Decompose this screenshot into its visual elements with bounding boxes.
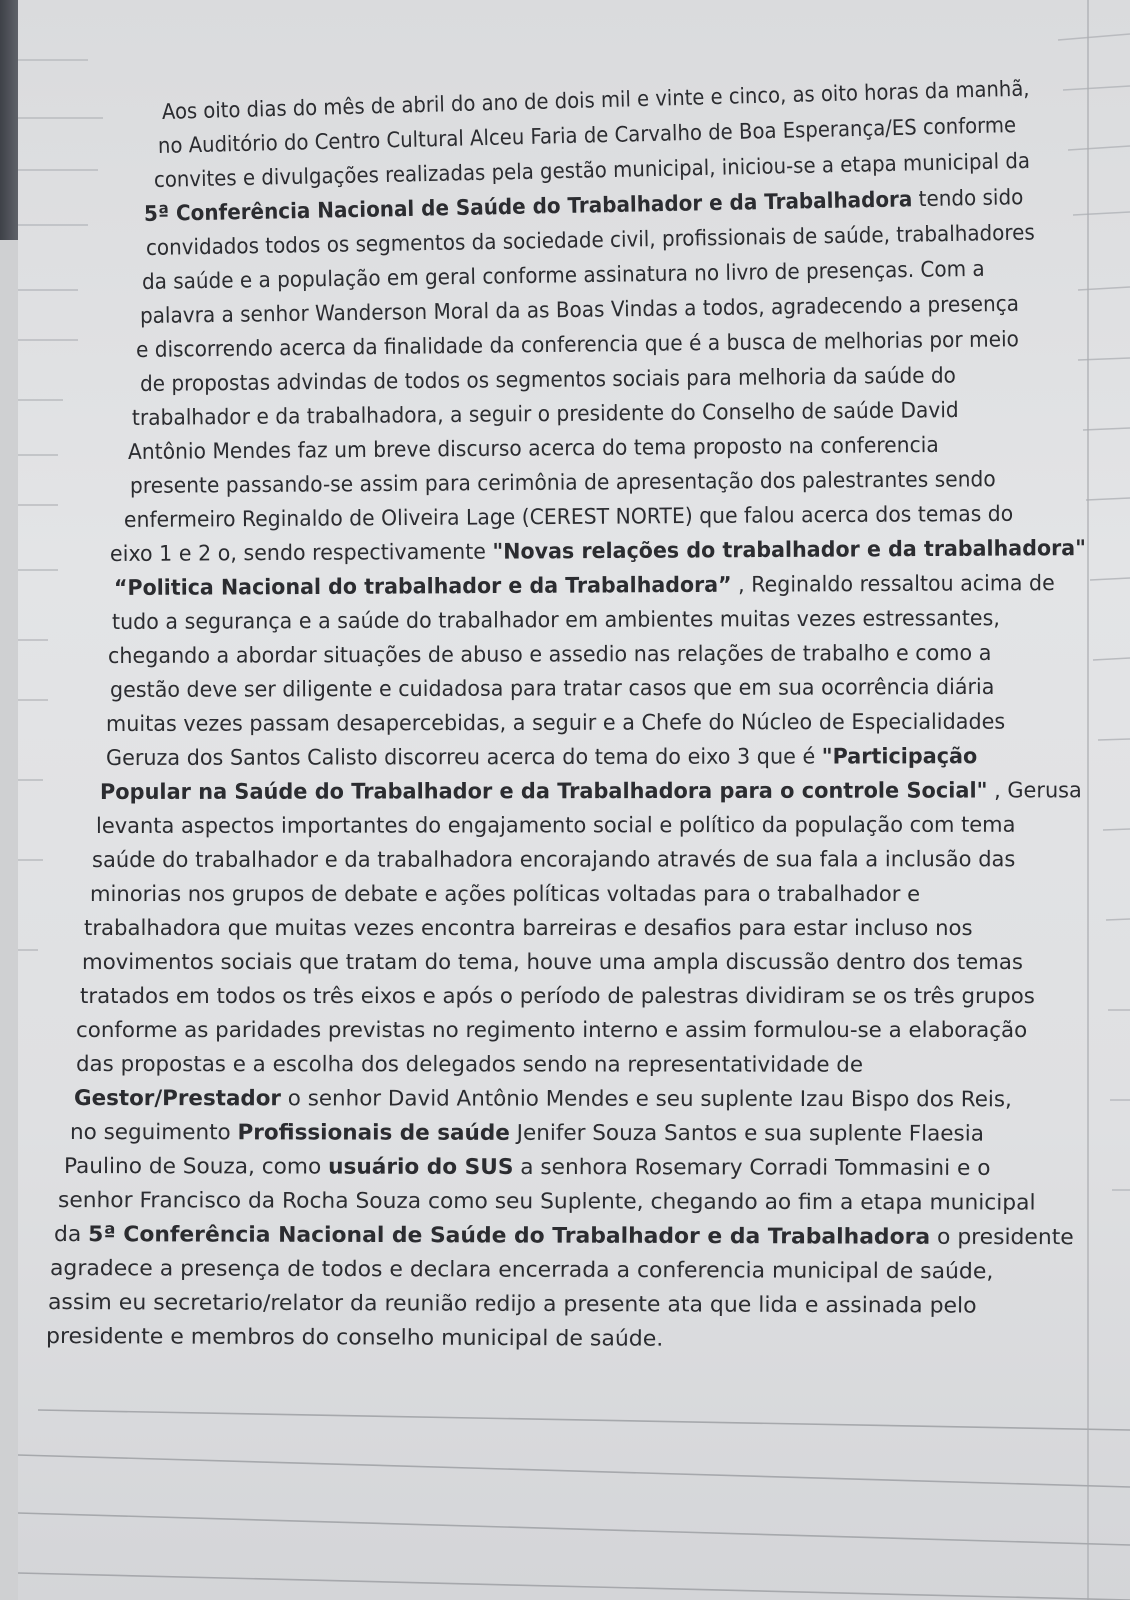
- text-segment: a senhora Rosemary Corradi Tommasini e o: [513, 1154, 991, 1181]
- text-line: [110, 671, 1086, 708]
- text-line: [76, 1048, 1086, 1083]
- text-line: [64, 1150, 1086, 1186]
- text-segment: de propostas advindas de todos os segmentos sociais para melhoria da saúde do: [139, 363, 956, 397]
- text-segment: palavra a senhor Wanderson Moral da as Boas Vindas a todos, agradecendo a presença: [139, 291, 1020, 329]
- bold-text: 5ª Conferência Nacional de Saúde do Trabalhador e da Trabalhadora: [143, 187, 913, 227]
- text-segment: levanta aspectos importantes do engajamento social e político da população com tema: [95, 812, 1016, 839]
- text-segment: tendo sido: [912, 185, 1024, 213]
- text-segment: no Auditório do Centro Cultural Alceu Faria de Carvalho de Boa Esperança/ES conforme: [157, 113, 1017, 159]
- text-segment: convites e divulgações realizadas pela gestão municipal, iniciou-se a etapa municipal da: [153, 148, 1031, 193]
- text-segment: Geruza dos Santos Calisto discorreu acerca do tema do eixo 3 que é: [105, 744, 822, 771]
- text-segment: trabalhador e da trabalhadora, a seguir o presidente do Conselho de saúde David: [131, 398, 959, 431]
- text-segment: e discorrendo acerca da finalidade da conferencia que é a busca de melhorias por meio: [135, 327, 1020, 363]
- text-segment: minorias nos grupos de debate e ações políticas voltadas para o trabalhador e: [90, 882, 921, 907]
- text-segment: saúde do trabalhador e da trabalhadora encorajando através de sua fala a inclusão das: [91, 847, 1016, 873]
- bold-text: "Novas relações do trabalhador e da trabalhadora": [492, 536, 1086, 565]
- text-line: [100, 774, 1086, 810]
- text-line: [92, 843, 1086, 878]
- text-line: [84, 912, 1086, 946]
- bold-text: 5ª Conferência Nacional de Saúde do Trabalhador e da Trabalhadora: [88, 1222, 931, 1250]
- text-line: [80, 980, 1086, 1014]
- bold-text: "Participação: [821, 744, 978, 770]
- text-line: [106, 705, 1086, 742]
- text-line: [48, 1286, 1086, 1324]
- text-segment: Antônio Mendes faz um breve discurso acerca do tema proposto na conferencia: [127, 432, 939, 465]
- text-segment: presidente e membros do conselho municipal de saúde.: [45, 1324, 664, 1352]
- text-segment: tudo a segurança e a saúde do trabalhador em ambientes muitas vezes estressantes,: [111, 606, 1000, 635]
- text-segment: das propostas e a escolha dos delegados sendo na representatividade de: [75, 1052, 864, 1078]
- text-line: [112, 602, 1086, 640]
- text-segment: enfermeiro Reginaldo de Oliveira Lage (CEREST NORTE) que falou acerca dos temas do: [123, 501, 1014, 533]
- text-segment: , Gerusa: [987, 778, 1082, 804]
- text-segment: conforme as paridades previstas no regimento interno e assim formulou-se a elaboração: [76, 1018, 1028, 1043]
- bold-text: Gestor/Prestador: [73, 1086, 282, 1112]
- text-segment: Jenifer Souza Santos e sua suplente Flaesia: [509, 1120, 984, 1147]
- text-line: [106, 740, 1086, 776]
- text-segment: , Reginaldo ressaltou acima de: [731, 571, 1055, 598]
- text-segment: da saúde e a população em geral conforme assinatura no livro de presenças. Com a: [141, 256, 985, 295]
- text-line: [46, 1320, 1086, 1359]
- text-segment: muitas vezes passam desapercebidas, a seguir e a Chefe do Núcleo de Especialidades: [105, 709, 1006, 737]
- text-segment: da: [53, 1222, 89, 1248]
- text-line: [82, 946, 1086, 980]
- text-line: [110, 532, 1084, 572]
- text-segment: no seguimento: [69, 1120, 238, 1146]
- text-line: [108, 637, 1086, 674]
- text-segment: agradece a presença de todos e declara encerrada a conferencia municipal de saúde,: [49, 1256, 994, 1285]
- meeting-minutes-text: [45, 76, 1086, 1354]
- text-segment: tratados em todos os três eixos e após o período de palestras dividiram se os três grupos: [80, 984, 1035, 1009]
- bold-text: Profissionais de saúde: [237, 1120, 510, 1146]
- text-segment: trabalhadora que muitas vezes encontra barreiras e desafios para estar incluso nos: [84, 916, 973, 941]
- text-line: [58, 1184, 1086, 1221]
- bold-text: “Politica Nacional do trabalhador e da Trabalhadora”: [113, 572, 732, 601]
- text-line: [50, 1252, 1086, 1290]
- text-segment: o senhor David Antônio Mendes e seu suplente Izau Bispo dos Reis,: [280, 1086, 1012, 1113]
- text-line: [70, 1116, 1086, 1152]
- text-segment: o presidente: [930, 1224, 1074, 1251]
- text-line: [76, 1014, 1086, 1048]
- bold-text: usuário do SUS: [328, 1154, 514, 1180]
- text-line: [96, 809, 1086, 844]
- text-segment: chegando a abordar situações de abuso e assedio nas relações de trabalho e como a: [107, 640, 992, 669]
- text-line: [54, 1218, 1086, 1255]
- text-line: [114, 567, 1086, 606]
- text-line: [124, 497, 1086, 538]
- blank-ruled-lines: [18, 1395, 1130, 1600]
- text-segment: assim eu secretario/relator da reunião redijo a presente ata que lida e assinada pelo: [47, 1290, 977, 1319]
- bold-text: Popular na Saúde do Trabalhador e da Trabalhadora para o controle Social": [99, 778, 988, 805]
- text-line: [74, 1082, 1086, 1117]
- text-segment: Aos oito dias do mês de abril do ano de dois mil e vinte e cinco, as oito horas da manhã,: [161, 76, 1030, 125]
- document-page: [18, 0, 1130, 1600]
- text-segment: convidados todos os segmentos da sociedade civil, profissionais de saúde, trabalhadores: [145, 220, 1035, 261]
- text-segment: movimentos sociais que tratam do tema, houve uma ampla discussão dentro dos temas: [82, 950, 1024, 975]
- text-segment: senhor Francisco da Rocha Souza como seu Suplente, chegando ao fim a etapa municipal: [57, 1188, 1036, 1216]
- text-segment: presente passando-se assim para cerimônia de apresentação dos palestrantes sendo: [129, 467, 996, 499]
- text-segment: gestão deve ser diligente e cuidadosa para tratar casos que em sua ocorrência diária: [109, 674, 995, 703]
- text-segment: Paulino de Souza, como: [63, 1154, 329, 1180]
- text-segment: eixo 1 e 2 o, sendo respectivamente: [109, 539, 493, 567]
- text-line: [90, 878, 1086, 912]
